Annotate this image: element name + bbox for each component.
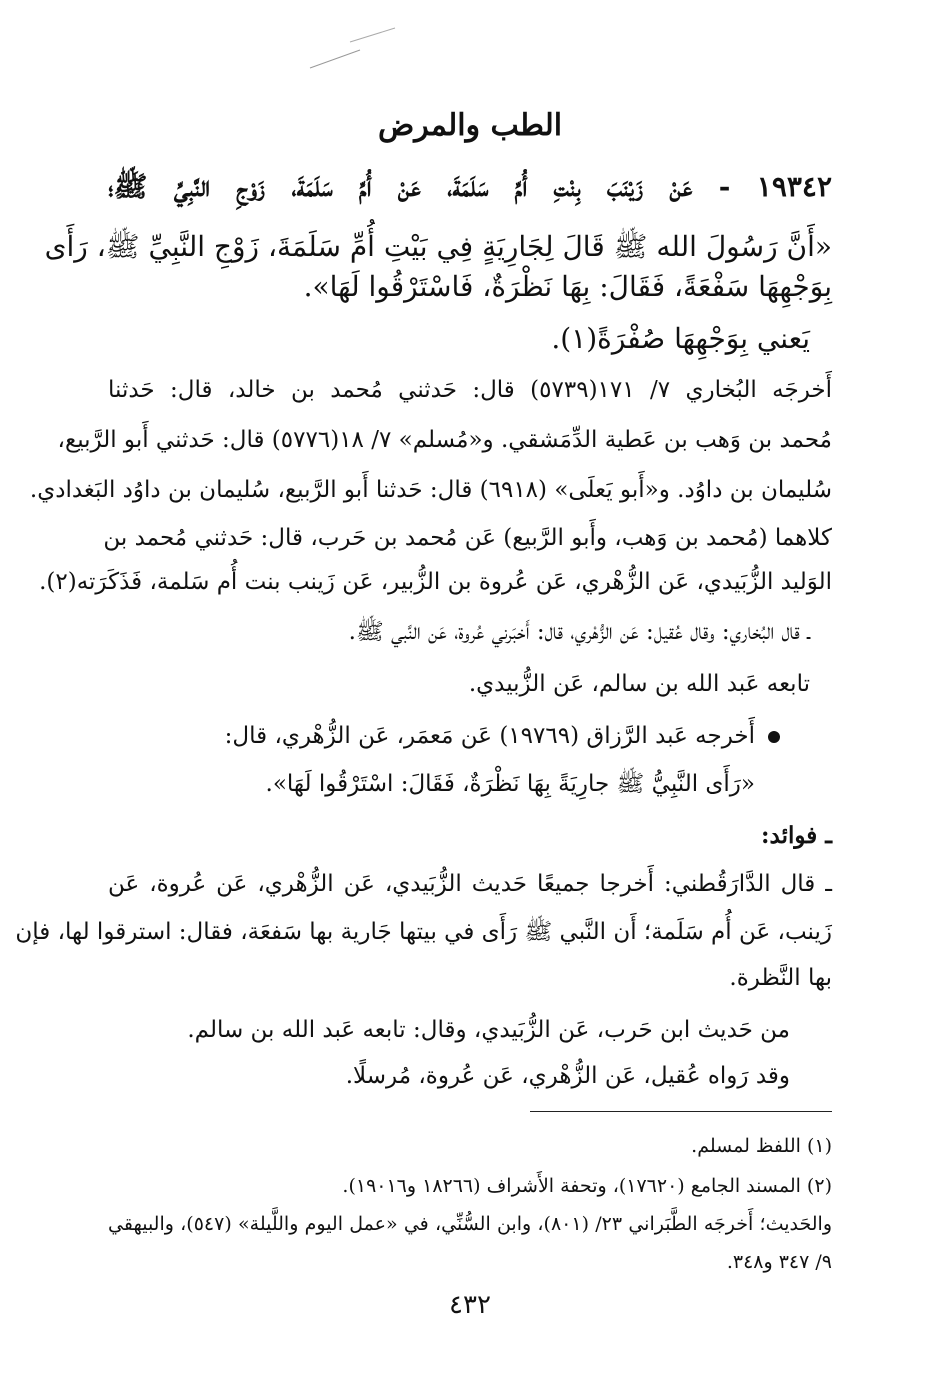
fawaid-heading: ـ فوائد: (761, 822, 832, 849)
bullet-dot (768, 731, 780, 743)
bullet-line: «رَأَى النَّبِيُّ ﷺ جارِيَةً بِهَا نَظْرَةٌ، فَقَالَ: اسْتَرْقُوا لَهَا». (265, 771, 755, 797)
footnote: (١) اللفظ لمسلم. (691, 1135, 832, 1157)
fawaid-line: وقد رَواه عُقيل، عَن الزُّهْري، عَن عُروة، مُرسلًا. (345, 1063, 790, 1089)
hadith-text-line: يَعني بِوَجْهِهَا صُفْرَةً(١). (551, 322, 810, 355)
hadith-text-line: بِوَجْهِهَا سَفْعَةً، فَقَالَ: بِهَا نَظْرَةٌ، فَاسْتَرْقُوا لَهَا». (303, 270, 832, 303)
fawaid-line: زَينب، عَن أُم سَلَمة؛ أَن النَّبي ﷺ رَأَى في بيتها جَارية بها سَفعَة، فقال: استرقوا لها، فإن (15, 919, 832, 945)
takhrij-line: مُحمد بن وَهب بن عَطية الدِّمَشقي. و«مُسلم» ٧/ ١٨(٥٧٧٦) قال: حَدثني أَبو الرَّبيع، (57, 427, 832, 453)
footnote: ٩/ ٣٤٧ و٣٤٨. (726, 1251, 832, 1273)
fawaid-line: من حَديث ابن حَرب، عَن الزُّبَيدي، وقال: تابعه عَبد الله بن سالم. (187, 1017, 790, 1043)
footnote: (٢) المسند الجامع (١٧٦٢٠)، وتحفة الأَشراف (١٨٢٦٦ و١٩٠١٦). (342, 1175, 832, 1197)
takhrij-line: سُليمان بن داوُد. و«أَبو يَعلَى» (٦٩١٨) قال: حَدثنا أَبو الرَّبيع، سُليمان بن داوُد البَغدادي. (29, 477, 832, 503)
takhrij-line: الوَليد الزُّبَيدي، عَن الزُّهْري، عَن عُروة بن الزُّبير، عَن زَينب بنت أُم سَلمة، فَذَكَرَته(٢). (39, 569, 832, 595)
takhrij-line: ـ قال البُخاري: وقال عُقيل: عَن الزُّهْري، قال: أَخبَرني عُروة، عَن النَّبي ﷺ. (348, 619, 810, 645)
takhrij-line: كلاهما (مُحمد بن وَهب، وأَبو الرَّبيع) عَن مُحمد بن حَرب، قال: حَدثني مُحمد بن (103, 525, 832, 551)
page-number: ٤٣٢ (449, 1290, 491, 1320)
footnote-separator (530, 1111, 832, 1112)
fawaid-line: ـ قال الدَّارَقُطني: أَخرجا جميعًا حَديث الزُّبَيدي، عَن الزُّهْري، عَن عُروة، عَن (108, 871, 832, 897)
chapter-title: الطب والمرض (377, 108, 563, 143)
footnote: والحَديث؛ أَخرجَه الطَّبَراني ٢٣/ (٨٠١)، وابن السُّنِّي، في «عمل اليوم واللَّيلة» (٥٤٧)، والبيهقي (108, 1213, 832, 1235)
bullet-line: أَخرجه عَبد الرَّزاق (١٩٧٦٩) عَن مَعمَر، عَن الزُّهْري، قال: (224, 723, 755, 749)
hadith-text-line: «أَنَّ رَسُولَ الله ﷺ قَالَ لِجَارِيَةٍ فِي بَيْتِ أُمِّ سَلَمَةَ، زَوْجِ النَّبِيِّ ﷺ، رَأَى (44, 230, 832, 263)
pencil-marks (290, 20, 410, 80)
takhrij-line: أَخرجَه البُخاري ٧/ ١٧١(٥٧٣٩) قال: حَدثني مُحمد بن خالد، قال: حَدثنا (108, 377, 832, 403)
fawaid-line: بها النَّظرة. (729, 965, 832, 991)
hadith-number-line: ١٩٣٤٢ - عَنْ زَيْنَبَ بِنْتِ أُمِّ سَلَمَةَ، عَنْ أُمِّ سَلَمَةَ، زَوْجِ النَّبِيِّ ﷺ؛ (108, 170, 832, 203)
takhrij-line: تابعه عَبد الله بن سالم، عَن الزُّبيدي. (468, 671, 810, 697)
